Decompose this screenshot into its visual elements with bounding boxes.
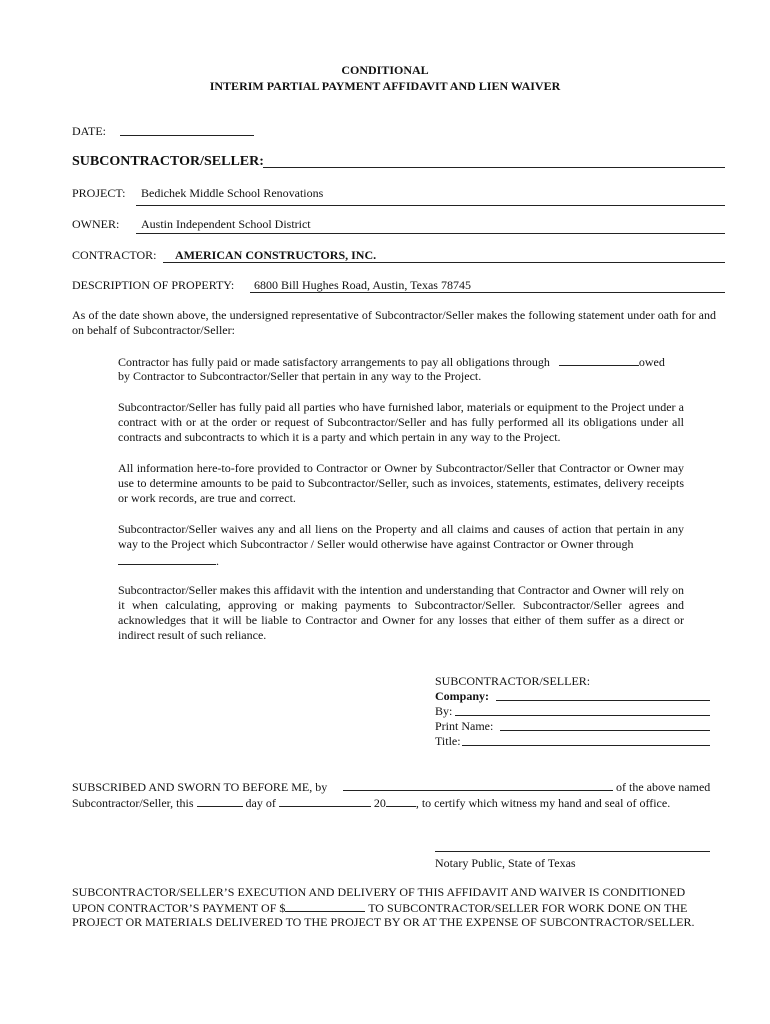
company-field[interactable] [496,700,710,701]
owner-value: Austin Independent School District [141,217,311,231]
paragraph-4: Subcontractor/Seller waives any and all liens on the Property and all claims and causes of action that pertain in any way to the Project which Subcontractor / Seller would otherwise have against Contractor or Owner through [118,522,684,551]
sworn-line2 [72,795,670,811]
description-label: DESCRIPTION OF PROPERTY: [72,278,235,292]
sworn-year-field[interactable] [386,795,416,807]
print-name-label: Print Name: [435,719,494,733]
project-value: Bedichek Middle School Renovations [141,186,324,200]
sworn-line2-text-d: , to certify which witness my hand and seal of office. [415,796,671,810]
footer-line2 [72,900,687,916]
notary-label: Notary Public, State of Texas [435,856,576,870]
document-title-line2: INTERIM PARTIAL PAYMENT AFFIDAVIT AND LIEN WAIVER [209,79,561,93]
paragraph-3: All information here-to-fore provided to Contractor or Owner by Subcontractor/Seller that Contractor or Owner may use to determine amounts to be paid to Subcontractor/Seller, such as invoices, statements, estimates, delivery receipts or work records, are true and correct. [118,461,684,505]
contractor-label: CONTRACTOR: [72,248,157,262]
company-label: Company: [435,689,490,703]
sworn-year-prefix: 20 [373,796,386,810]
sworn-month-field[interactable] [279,795,371,807]
project-label: PROJECT: [72,186,126,200]
paragraph-5: Subcontractor/Seller makes this affidavit with the intention and understanding that Contractor and Owner will rely on it when calculating, approving or making payments to Subcontractor/Seller. Subcontractor/Seller agrees and acknowledges that it will be liable to Contractor and Owner for any losses that either of them suffer as a direct or indirect result of such reliance. [118,583,684,642]
footer-line2-text-b: TO SUBCONTRACTOR/SELLER FOR WORK DONE ON THE [368,901,688,915]
paragraph-4-period: . [216,554,219,568]
waiver-through-date-field[interactable] [118,553,216,565]
paragraph-1-line2: by Contractor to Subcontractor/Seller that pertain in any way to the Project. [118,369,482,383]
by-label: By: [435,704,453,718]
title-field[interactable] [462,745,710,746]
description-field-line [250,292,725,293]
sworn-line2-text-b: day of [245,796,276,810]
intro-paragraph: As of the date shown above, the undersigned representative of Subcontractor/Seller makes the following statement under oath for and on behalf of Subcontractor/Seller: [72,308,716,337]
obligations-through-date-field[interactable] [559,354,639,366]
sworn-by-field[interactable] [343,790,613,791]
sworn-line2-text-a: Subcontractor/Seller, this [72,796,194,810]
footer-line2-text-a: UPON CONTRACTOR’S PAYMENT OF $ [72,901,286,915]
footer-line1: SUBCONTRACTOR/SELLER’S EXECUTION AND DELIVERY OF THIS AFFIDAVIT AND WAIVER IS CONDITIONED [72,885,686,899]
paragraph-1-line1 [118,354,665,370]
sworn-line1-end: of the above named [616,780,711,794]
print-name-field[interactable] [500,730,710,731]
description-value: 6800 Bill Hughes Road, Austin, Texas 78745 [254,278,471,292]
notary-signature-field[interactable] [435,851,710,852]
date-label: DATE: [72,124,106,138]
footer-line3: PROJECT OR MATERIALS DELIVERED TO THE PROJECT BY OR AT THE EXPENSE OF SUBCONTRACTOR/SELLER. [72,915,695,929]
paragraph-4-end [118,553,219,569]
document-title-line1: CONDITIONAL [341,63,429,77]
paragraph-1-text-b: owed [638,355,665,369]
owner-field-line [136,233,725,234]
project-field-line [136,205,725,206]
contractor-field-line [163,262,725,263]
signature-heading: SUBCONTRACTOR/SELLER: [435,674,591,688]
owner-label: OWNER: [72,217,120,231]
paragraph-2: Subcontractor/Seller has fully paid all parties who have furnished labor, materials or equipment to the Project under a contract with or at the order or request of Subcontractor/Seller and has fully performed all its obligations under all contracts and subcontracts to which it is a party and which pertain in any way to the Project. [118,400,684,444]
subcontractor-field[interactable] [263,167,725,168]
subcontractor-label: SUBCONTRACTOR/SELLER: [72,154,264,169]
date-field[interactable] [120,135,254,136]
payment-amount-field[interactable] [285,900,365,912]
sworn-line1-text: SUBSCRIBED AND SWORN TO BEFORE ME, by [72,780,328,794]
sworn-day-field[interactable] [197,795,243,807]
by-field[interactable] [455,715,710,716]
contractor-value: AMERICAN CONSTRUCTORS, INC. [175,248,377,262]
title-label: Title: [435,734,461,748]
paragraph-1-text-a: Contractor has fully paid or made satisfactory arrangements to pay all obligations through [118,355,550,369]
